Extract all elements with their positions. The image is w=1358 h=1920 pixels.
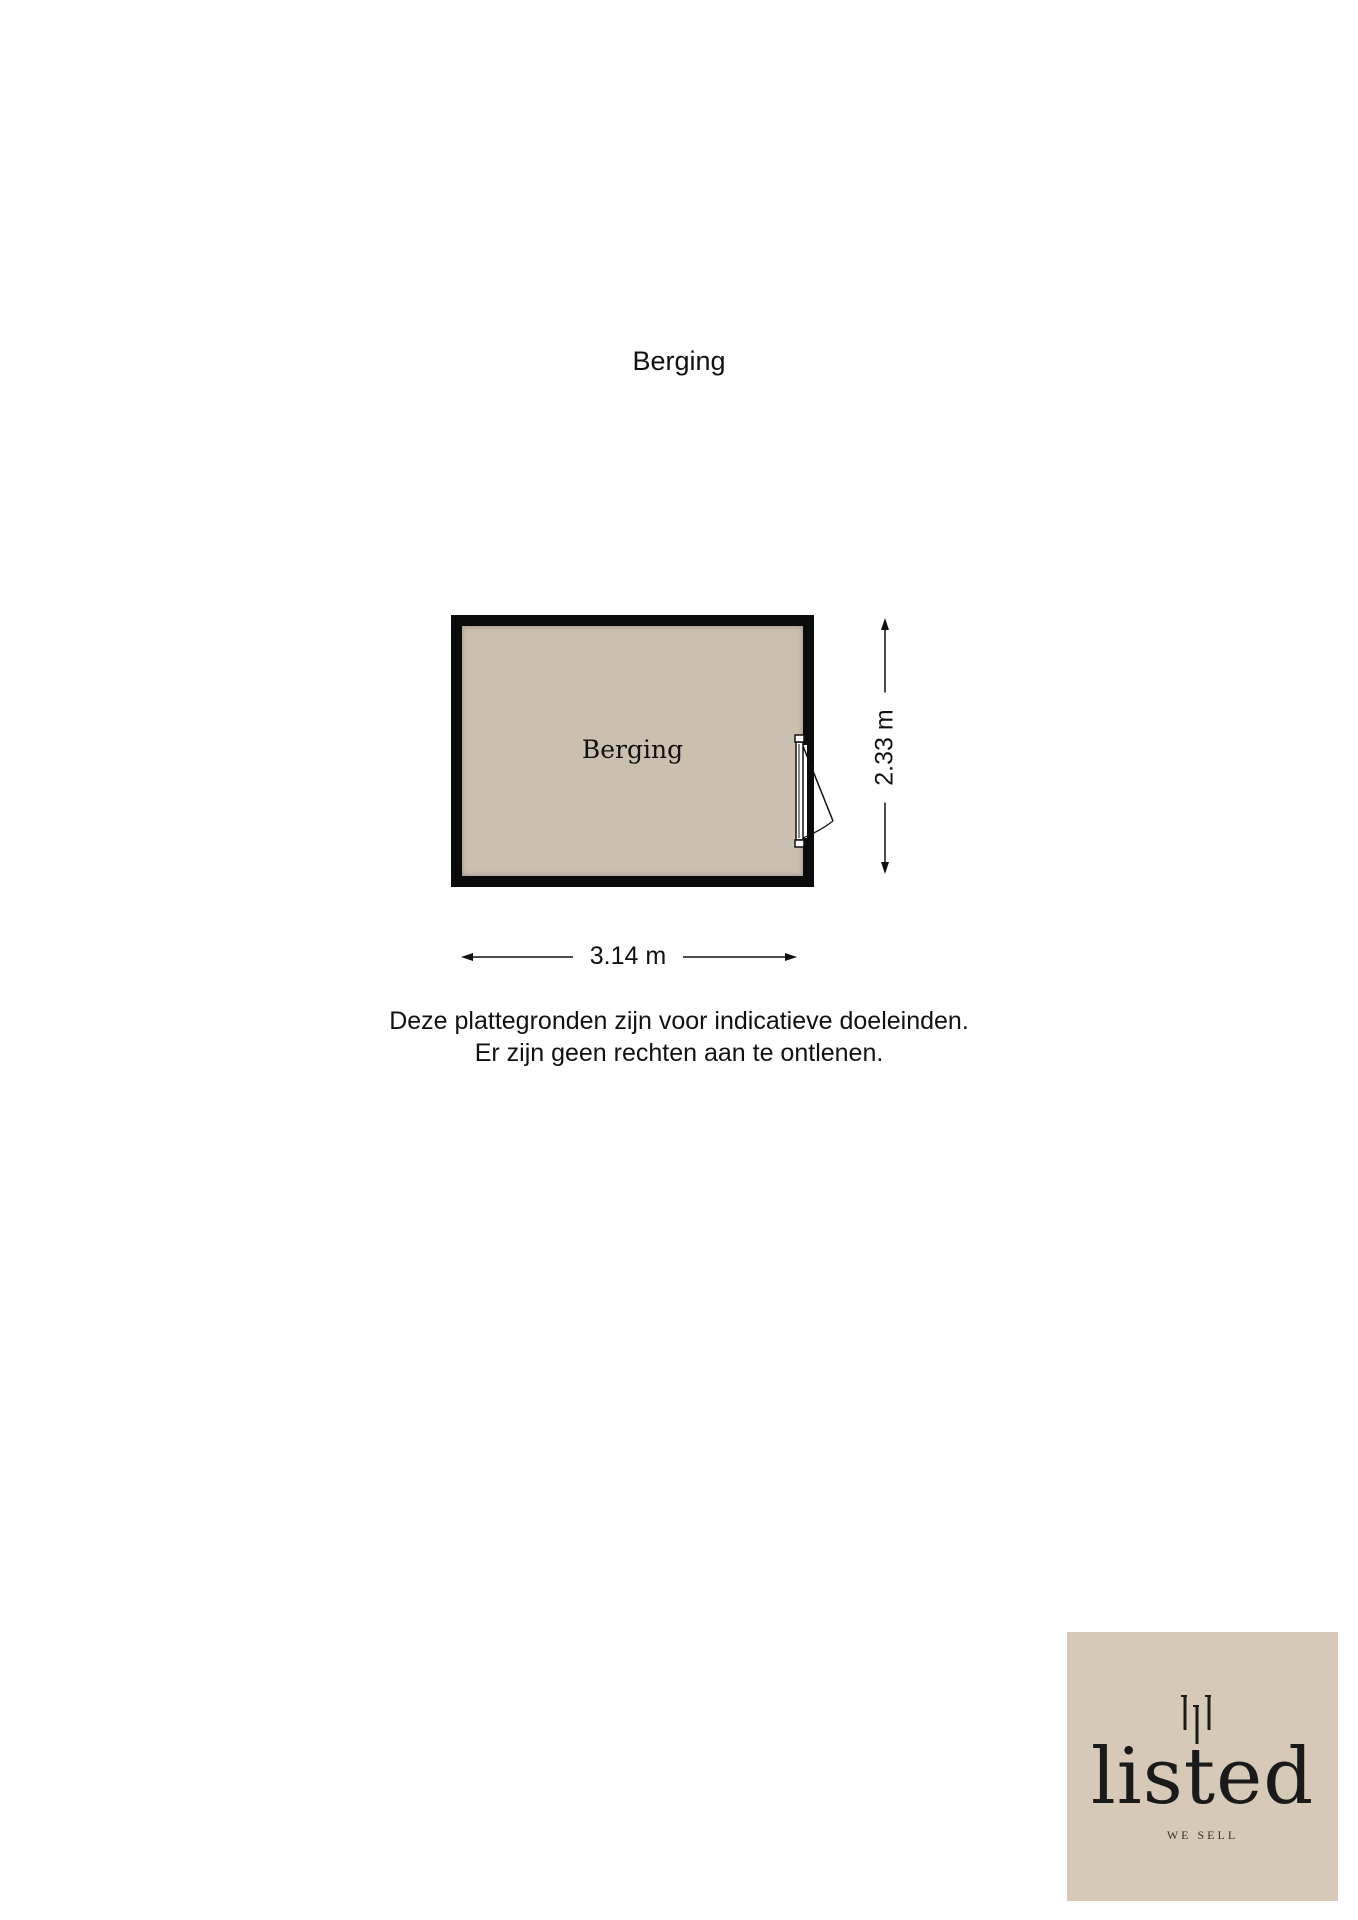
width-dimension-label: 3.14 m xyxy=(573,942,683,971)
height-dimension-label: 2.33 m xyxy=(871,693,900,803)
page-title: Berging xyxy=(632,346,726,376)
brand-logo xyxy=(1067,1632,1338,1901)
disclaimer-line-1: Deze plattegronden zijn voor indicatieve doeleinden. xyxy=(389,1007,969,1035)
disclaimer-line-2: Er zijn geen rechten aan te ontlenen. xyxy=(474,1039,884,1067)
disclaimer xyxy=(0,1005,1358,1069)
logo-tagline: WE SELL xyxy=(1166,1828,1239,1842)
room-label: Berging xyxy=(581,735,684,764)
logo-wordmark: listed xyxy=(1090,1732,1315,1822)
